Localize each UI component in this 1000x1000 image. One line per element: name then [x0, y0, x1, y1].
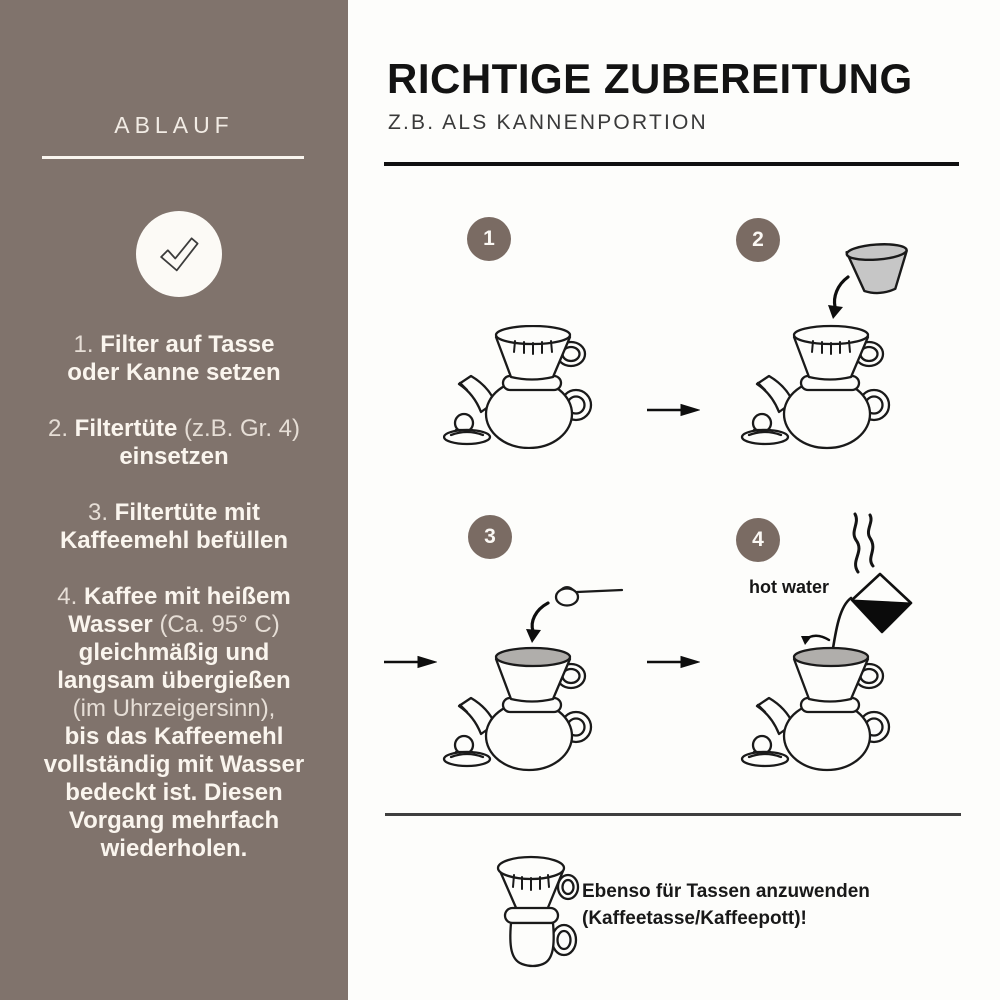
steam-icon: [854, 514, 873, 572]
teapot-dripper-illustration-step1: [443, 325, 595, 449]
arrow-right-icon: [646, 655, 700, 669]
instruction-step-3: 3. Filtertüte mit Kaffeemehl befüllen: [59, 499, 289, 554]
instruction-step-1: 1. Filter auf Tasse oder Kanne setzen: [67, 331, 281, 386]
hot-water-label: hot water: [749, 577, 830, 597]
arrow-right-icon: [646, 403, 700, 417]
step-badge-2: 2: [736, 218, 780, 262]
step-badge-4: 4: [736, 518, 780, 562]
pour-hot-water-illustration-step4: [737, 508, 927, 803]
spoon-handle-shape: [577, 590, 622, 592]
instruction-step-2: 2. Filtertüte (z.B. Gr. 4) einsetzen: [47, 415, 301, 470]
curved-arrow-down-icon: [835, 277, 848, 307]
step-number: 1.: [73, 331, 94, 358]
sidebar-divider: [42, 156, 304, 159]
curved-arrow-down-icon: [532, 603, 548, 631]
filter-paper-insert-illustration-step2: [737, 233, 917, 463]
sidebar-panel: [0, 0, 348, 1000]
footer-rule: [385, 813, 961, 816]
sidebar-title: ABLAUF: [114, 112, 234, 138]
step-badge-1: 1: [467, 217, 511, 261]
instruction-step-4: 4. Kaffee mit heißem Wasser (Ca. 95° C) gleichmäßig und langsam übergießen (im Uhrzeigersinn), bis das Kaffeemehl vollständig mit Wasser bedeckt ist. Diesen Vorgang mehrfach wiederholen.: [43, 583, 305, 862]
footer-note-line2: (Kaffeetasse/Kaffeepott)!: [582, 908, 807, 929]
kettle-icon: [852, 574, 911, 632]
footer-note: [582, 878, 870, 932]
footer-note-line1: Ebenso für Tassen anzuwenden: [582, 881, 870, 902]
page-subtitle: Z.B. ALS KANNENPORTION: [388, 111, 708, 134]
step-number: 3.: [87, 499, 108, 526]
check-icon: [147, 222, 211, 286]
step-badge-3: 3: [468, 515, 512, 559]
spoon-bowl-shape: [556, 589, 578, 606]
page-title: RICHTIGE ZUBEREITUNG: [387, 55, 913, 102]
check-badge: [136, 211, 222, 297]
header-rule: [384, 162, 959, 166]
instruction-list: [0, 331, 348, 891]
dripper-on-mug-illustration: [492, 848, 582, 973]
step-number: 4.: [57, 583, 78, 610]
arrow-right-icon: [383, 655, 437, 669]
coffee-spoon-fill-illustration-step3: [441, 578, 636, 778]
water-stream-shape: [832, 598, 851, 655]
step-number: 2.: [47, 415, 68, 442]
